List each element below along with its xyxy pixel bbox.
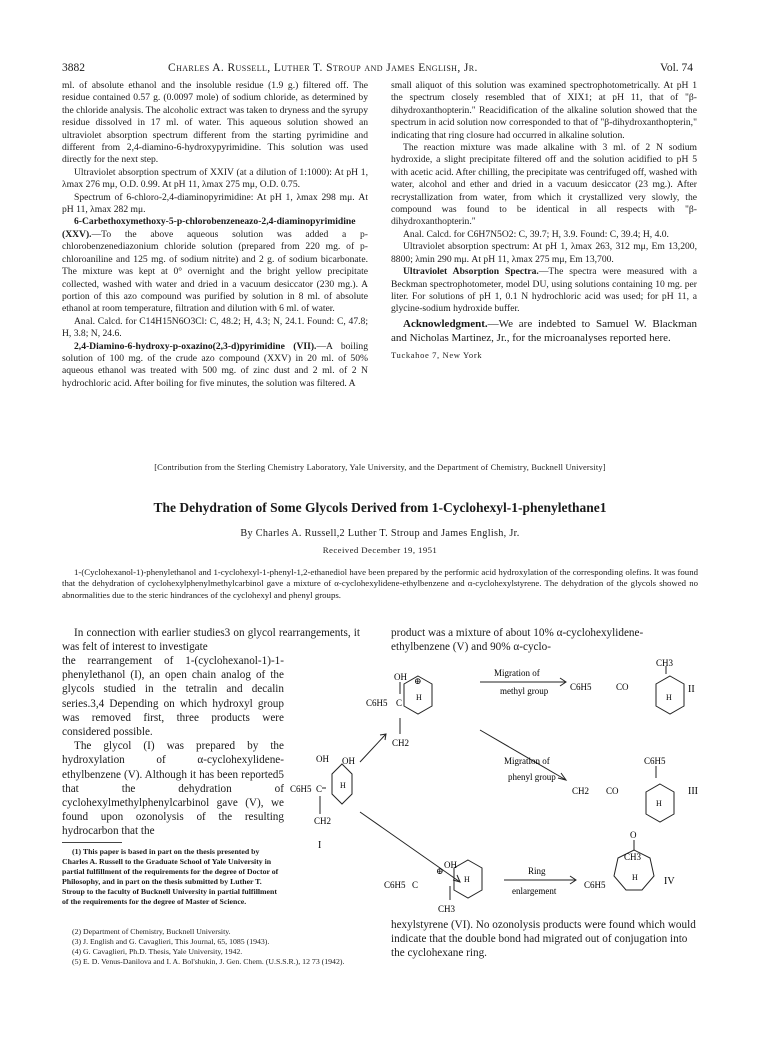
label: OH: [316, 754, 329, 764]
received-date: Received December 19, 1951: [322, 545, 438, 555]
label: H: [666, 693, 672, 702]
label: C6H5: [570, 682, 592, 692]
label: CH3: [656, 658, 674, 668]
footnote: (2) Department of Chemistry, Bucknell University.: [72, 927, 231, 936]
analysis: Anal. Calcd. for C6H7N5O2: C, 39.7; H, 3.9. Found: C, 39.4; H, 4.0.: [403, 228, 669, 240]
label: C: [396, 698, 403, 708]
label: CH2: [572, 786, 590, 796]
byline: By Charles A. Russell,2 Luther T. Stroup and James English, Jr.: [240, 528, 520, 539]
label: Migration of: [494, 668, 540, 678]
label: OH: [444, 860, 457, 870]
ack-text: —We are indebted to Samuel W. Blackman and Nicholas Martinez, Jr., for the microanalyses reported here.: [391, 317, 697, 344]
article-title: The Dehydration of Some Glycols Derived from 1-Cyclohexyl-1-phenylethane1: [153, 500, 607, 515]
label: C: [316, 784, 323, 794]
paragraph: Spectrum of 6-chloro-2,4-diaminopyrimidine: At pH 1, λmax 298 mμ. At pH 11, λmax 282 mμ.: [62, 191, 368, 216]
arrow: [360, 812, 460, 882]
analysis: Anal. Calcd. for C14H15N6O3Cl: C, 48.2; H, 4.3; N, 24.1. Found: C, 47.8; H, 3.8; N, 24.6.: [62, 315, 368, 340]
label: C6H5: [584, 880, 606, 890]
label: phenyl group: [508, 772, 556, 782]
volume: Vol. 74: [660, 62, 694, 74]
paragraph: ml. of absolute ethanol and the insoluble residue (1.9 g.) filtered off. The residue contained 0.57 g. (0.0097 mole) of sodium chloride, as determined by the chloride analysis. The alcoholic extract was taken to dryness and the syrupy residue dissolved in 17 ml. of water. This aqueous solution showed an ultraviolet absorption spectrum different from the starting pyrimidine and different from 2,4-diamino-6-hydroxypyrimidine. This solution was used directly for the next step.: [62, 80, 368, 166]
top-left-column: [62, 80, 368, 390]
label: CO: [606, 786, 619, 796]
label: C6H5: [384, 880, 406, 890]
compound-label: III: [688, 786, 698, 797]
paragraph: [62, 341, 368, 391]
section-heading: 6-Carbethoxymethoxy-5-p-chlorobenzeneazo-2,4-diaminopyrimidine (XXV).: [62, 216, 356, 240]
label: ⊕: [436, 866, 444, 876]
label: enlargement: [512, 886, 557, 896]
abstract: 1-(Cyclohexanol-1)-phenylethanol and 1-cyclohexyl-1-phenyl-1,2-ethanediol have been prepared by the performic acid hydroxylation of the corresponding olefins. It was found that the dehydration of cyclohexylphenylmethylcarbinol gave a mixture of α-cyclohexylidene-ethylbenzene and α-cyclohexylstyrene. The dehydration of the glycols showed no abnormalities due to the steric hindrances of the cyclohexyl and phenyl groups.: [62, 567, 698, 600]
label: O: [630, 830, 637, 840]
ack-heading: Acknowledgment.: [403, 317, 488, 330]
location: Tuckahoe 7, New York: [391, 349, 483, 360]
section-heading: 2,4-Diamino-6-hydroxy-p-oxazino(2,3-d)pyrimidine (VII).: [74, 340, 317, 352]
paragraph: The glycol (I) was prepared by the hydroxylation of α-cyclohexylidene-ethylbenzene (V). Although it has been reported5 that the dehydration of cyclohexylmethylphenylcarbinol gave (V), we found upon ozonolysis of the resulting hydrocarbon that the: [62, 740, 284, 838]
paragraph: Ultraviolet absorption spectrum: At pH 1, λmax 263, 312 mμ, Em 13,200, 8800; λmin 290 mμ. At pH 11, λmax 275 mμ, Em 13,700.: [391, 241, 697, 265]
label: H: [416, 693, 422, 702]
page-number: 3882: [62, 62, 85, 74]
label: CO: [616, 682, 629, 692]
reaction-scheme: [290, 654, 700, 920]
footnote-rule: [62, 842, 122, 843]
acknowledgment: [391, 317, 697, 345]
label: C6H5: [366, 698, 388, 708]
paragraph: Ultraviolet absorption spectrum of XXIV (at a dilution of 1:1000): At pH 1, λmax 276 mμ, O.D. 0.99. At pH 11, λmax 275 mμ, O.D. 0.75.: [62, 166, 368, 191]
body-right-bottom: hexylstyrene (VI). No ozonolysis products were found which would indicate that the double bond had migrated out of conjugation into the cyclohexane ring.: [391, 919, 696, 960]
paragraph: In connection with earlier studies3 on glycol rearrangements, it was felt of interest to investigate: [62, 627, 360, 654]
footnote: (1) This paper is based in part on the thesis presented by Charles A. Russell to the Graduate School of Yale University in partial fulfillment of the requirements for the degree of Doctor of Philosophy, and in part on the thesis submitted by Luther T. Stroup to the faculty of Bucknell University in partial fulfillment of the requirements for the degree of Master of Science.: [62, 847, 279, 906]
label: OH: [394, 672, 407, 682]
body-right-top: product was a mixture of about 10% α-cyclohexylidene-ethylbenzene (V) and 90% α-cyclo-: [391, 627, 644, 654]
compound-label: I: [318, 840, 322, 851]
footnote: (5) E. D. Venus-Danilova and I. A. Bol'shukin, J. Gen. Chem. (U.S.S.R.), 12 73 (1942).: [72, 957, 345, 966]
section-text: —A boiling solution of 100 mg. of the crude azo compound (XXV) in 20 ml. of 50% aqueous ethanol was treated with 500 mg. of zinc dust and 2 ml. of 2 N hydrochloric acid. After boiling for five minutes, the solution was filtered. A: [62, 340, 368, 389]
label: H: [656, 799, 662, 808]
label: CH3: [624, 852, 642, 862]
paragraph: small aliquot of this solution was examined spectrophotometrically. At pH 1 the spectrum closely resembled that of XIX1; at pH 11, that of "β-dihydroxanthopterin." Reacidification of the alkaline solution showed that the spectrum in acid solution now corresponded to that of "β-dihydroxanthopterin," indicating that ring closure had occurred in alkaline solution.: [391, 80, 697, 141]
compound-label: IV: [664, 876, 675, 887]
running-authors: Charles A. Russell, Luther T. Stroup and James English, Jr.: [168, 62, 478, 74]
paragraph: [391, 266, 697, 316]
label: CH2: [392, 738, 410, 748]
label: Migration of: [504, 756, 550, 766]
label: C6H5: [290, 784, 312, 794]
section-text: —To the above aqueous solution was added a p-chlorobenzenediazonium chloride solution (prepared from 220 mg. of p-chloroaniline and 125 mg. of sodium nitrite) and 2 g. of sodium bicarbonate. The mixture was kept at 0° overnight and the bright yellow precipitate collected, washed with water and dried in a vacuum desiccator (230 mg.). A portion of this azo compound was purified by solution in 8 ml. of absolute ethanol at room temperature, filtration and dilution with 6 ml. of water.: [62, 228, 368, 315]
label: H: [464, 875, 470, 884]
label: C: [412, 880, 419, 890]
paragraph: [62, 216, 368, 315]
footnotes-block-2: [62, 927, 362, 967]
label: ⊕: [414, 676, 422, 686]
body-intro: [62, 626, 360, 654]
label: methyl group: [500, 686, 549, 696]
contribution-note: [Contribution from the Sterling Chemistry Laboratory, Yale University, and the Department of Chemistry, Bucknell University]: [154, 463, 606, 472]
label: OH: [342, 756, 355, 766]
top-right-column: [391, 80, 697, 361]
section-text: —The spectra were measured with a Beckman spectrophotometer, model DU, using solutions containing 10 mg. per liter. For solutions of pH 1, 0.1 N hydrochloric acid was used; for pH 11, a glycine-sodium hydroxide buffer.: [391, 266, 697, 315]
paragraph: The reaction mixture was made alkaline with 3 ml. of 2 N sodium hydroxide, a slight precipitate filtered off and the solution acidified to pH 5 with acetic acid. After chilling, the precipitate was centrifuged off, washed with water, alcohol and ether and dried in a vacuum desiccator (23 mg.). After recrystallization from water, from which it crystallized very slowly, the compound was found to be identical in all respects with "β-dihydroxanthopterin.": [391, 142, 697, 228]
footnotes-block: [62, 847, 284, 907]
compound-label: II: [688, 684, 695, 695]
footnote: (3) J. English and G. Cavaglieri, This Journal, 65, 1085 (1943).: [72, 937, 270, 946]
paragraph: the rearrangement of 1-(cyclohexanol-1)-1-phenylethanol (I), an open chain analog of the glycols studied in the tetralin and decalin series.3,4 Depending on which hydroxyl group was removed first, three products were considered possible.: [62, 655, 284, 739]
label: CH3: [438, 904, 456, 914]
label: CH2: [314, 816, 332, 826]
arrow: [360, 734, 386, 762]
section-heading: Ultraviolet Absorption Spectra.: [403, 266, 539, 278]
label: Ring: [528, 866, 546, 876]
footnote: (4) G. Cavaglieri, Ph.D. Thesis, Yale University, 1942.: [72, 947, 243, 956]
body-left-column: [62, 654, 284, 839]
label: H: [340, 781, 346, 790]
label: C6H5: [644, 756, 666, 766]
label: H: [632, 873, 638, 882]
